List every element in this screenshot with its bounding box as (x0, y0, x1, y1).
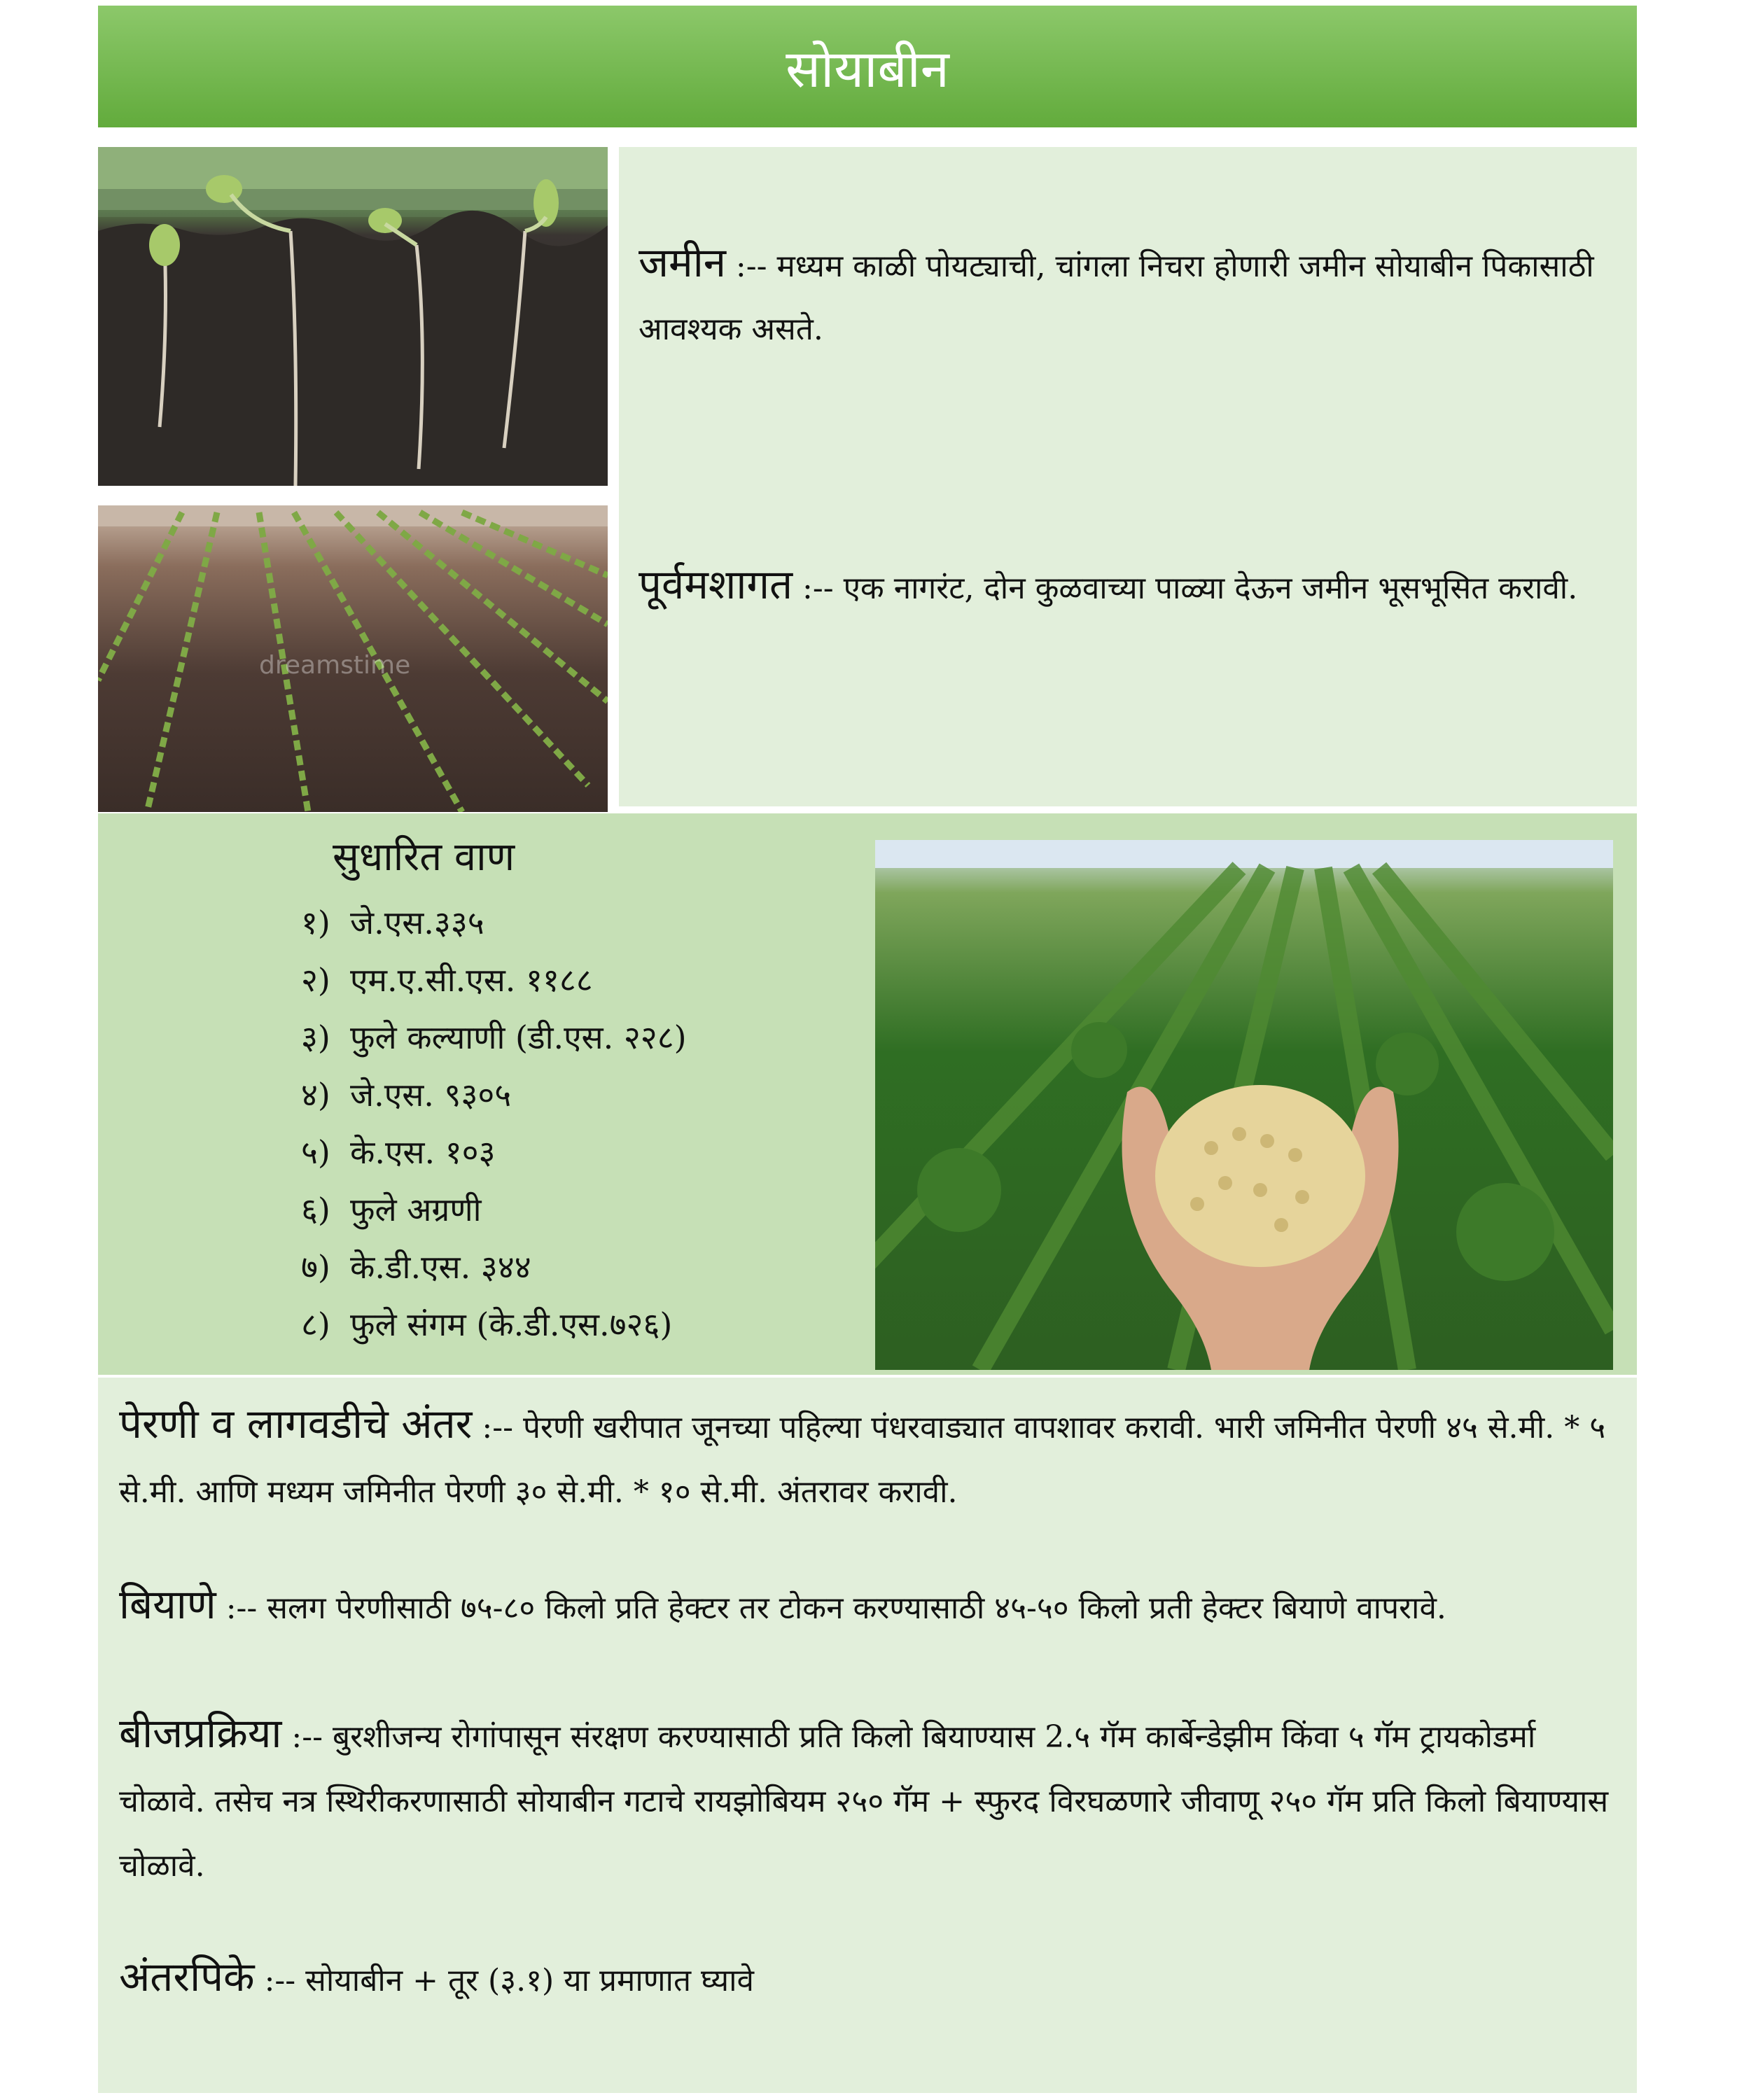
biyane-heading: बियाणे (119, 1581, 216, 1628)
list-item-number: १) (301, 904, 330, 941)
crop-rows-image (98, 505, 608, 812)
beejprakriya-heading: बीजप्रक्रिया (119, 1709, 282, 1757)
list-item (301, 1296, 687, 1353)
perani-paragraph (119, 1392, 1617, 1525)
list-item-label: फुले अग्रणी (350, 1191, 482, 1228)
list-item (301, 1181, 687, 1238)
jamin-paragraph (639, 231, 1612, 361)
list-item-number: ४) (301, 1076, 330, 1114)
list-item-number: ५) (301, 1133, 330, 1171)
soil-info-panel (619, 147, 1637, 806)
purvamashagat-heading: पूर्वमशागत (639, 561, 793, 608)
list-item-label: के.एस. १०३ (350, 1133, 496, 1171)
soil-seedlings-image (98, 147, 608, 486)
purvamashagat-text: :-- एक नागरंट, दोन कुळवाच्या पाळ्या देऊन जमीन भूसभूसित करावी. (793, 570, 1578, 606)
cultivation-panel (98, 1378, 1637, 2093)
soybean-hands-image (875, 840, 1613, 1370)
title-banner (98, 6, 1637, 127)
page-title: सोयाबीन (786, 38, 949, 99)
jamin-text: :-- मध्यम काळी पोयट्याची, चांगला निचरा होणारी जमीन सोयाबीन पिकासाठी आवश्यक असते. (639, 248, 1594, 347)
list-item-number: २) (301, 961, 330, 999)
list-item-number: ६) (301, 1191, 330, 1228)
list-item-number: ८) (301, 1306, 330, 1343)
biyane-paragraph (119, 1572, 1617, 1641)
perani-text: :-- पेरणी खरीपात जूनच्या पहिल्या पंधरवाड्यात वापशावर करावी. भारी जमिनीत पेरणी ४५ से.मी. * ५ से.मी. आणि मध्यम जमिनीत पेरणी ३० से.मी. * १० से.मी. अंतरावर करावी. (119, 1410, 1606, 1510)
list-item (301, 894, 687, 951)
varieties-list (301, 894, 687, 1353)
list-item (301, 1066, 687, 1124)
purvamashagat-paragraph (639, 553, 1612, 620)
list-item (301, 1009, 687, 1066)
biyane-text: :-- सलग पेरणीसाठी ७५-८० किलो प्रति हेक्टर तर टोकन करण्यासाठी ४५-५० किलो प्रती हेक्टर बियाणे वापरावे. (216, 1590, 1446, 1626)
jamin-heading: जमीन (639, 239, 726, 286)
list-item (301, 951, 687, 1009)
list-item-label: फुले संगम (के.डी.एस.७२६) (350, 1306, 673, 1343)
list-item-label: जे.एस.३३५ (350, 904, 484, 941)
watermark-text: dreamstime (259, 651, 411, 680)
list-item-label: जे.एस. ९३०५ (350, 1076, 512, 1114)
list-item-label: के.डी.एस. ३४४ (350, 1248, 531, 1286)
list-item-label: फुले कल्याणी (डी.एस. २२८) (350, 1018, 687, 1056)
perani-heading: पेरणी व लागवडीचे अंतर (119, 1400, 473, 1448)
list-item-number: ७) (301, 1248, 330, 1286)
antarpike-heading: अंतरपिके (119, 1953, 255, 2001)
list-item-label: एम.ए.सी.एस. ११८८ (350, 961, 593, 999)
beejprakriya-paragraph (119, 1701, 1617, 1898)
antarpike-paragraph (119, 1945, 1617, 2013)
varieties-title: सुधारित वाण (333, 834, 515, 880)
list-item (301, 1124, 687, 1181)
beejprakriya-text: :-- बुरशीजन्य रोगांपासून संरक्षण करण्यासाठी प्रति किलो बियाण्यास 2.५ गॅम कार्बेन्डेझीम किंवा ५ गॅम ट्रायकोडर्मा चोळावे. तसेच नत्र स्थिरीकरणासाठी सोयाबीन गटाचे रायझोबियम २५० गॅम + स्फुरद विरघळणारे जीवाणू २५० गॅम प्रति किलो बियाण्यास चोळावे. (119, 1719, 1609, 1884)
list-item-number: ३) (301, 1018, 330, 1056)
list-item (301, 1238, 687, 1296)
antarpike-text: :-- सोयाबीन + तूर (३.१) या प्रमाणात घ्यावे (254, 1963, 755, 1998)
